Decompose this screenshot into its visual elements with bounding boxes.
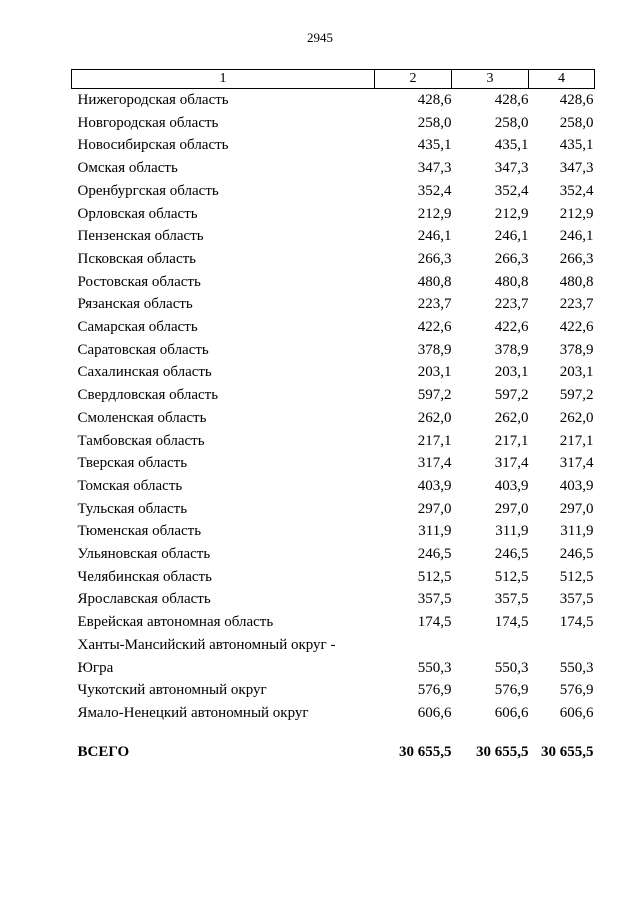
value-col-3: 403,9 [494, 477, 529, 494]
table-row [72, 248, 595, 271]
value-col-3: 597,2 [494, 387, 529, 404]
region-name: Омская область [77, 160, 178, 177]
spacer-cell [72, 725, 595, 741]
value-col-2: 378,9 [417, 341, 452, 358]
value-col-2: 606,6 [417, 704, 452, 721]
table-row [72, 293, 595, 316]
table-row [72, 475, 595, 498]
table-row [72, 611, 595, 634]
value-col-3: 30 655,5 [476, 743, 529, 760]
table-row [72, 430, 595, 453]
value-col-3: 512,5 [494, 568, 529, 585]
value-col-4: 212,9 [559, 205, 594, 222]
region-name: Псковская область [77, 250, 196, 267]
value-col-3: 550,3 [494, 659, 529, 676]
value-col-4: 258,0 [559, 114, 594, 131]
region-name: Сахалинская область [77, 364, 212, 381]
value-col-3: 311,9 [495, 523, 529, 540]
value-col-4: 576,9 [559, 682, 594, 699]
table-row [72, 271, 595, 294]
value-col-3: 378,9 [494, 341, 529, 358]
region-name: Югра [77, 659, 114, 676]
value-col-4: 174,5 [559, 614, 594, 631]
table-row [72, 634, 595, 657]
value-col-3: 480,8 [494, 273, 529, 290]
table-row [72, 316, 595, 339]
value-col-4: 246,5 [559, 546, 594, 563]
region-name: Смоленская область [77, 409, 207, 426]
value-col-2: 352,4 [417, 182, 452, 199]
value-col-2: 266,3 [417, 250, 452, 267]
region-name: Рязанская область [77, 296, 193, 313]
header-cell-1: 1 [72, 70, 375, 89]
value-col-3: 266,3 [494, 250, 529, 267]
value-col-3: 435,1 [494, 137, 529, 154]
value-col-3: 258,0 [494, 114, 529, 131]
region-name: Челябинская область [77, 568, 212, 585]
table-row [72, 225, 595, 248]
value-col-4: 428,6 [559, 92, 594, 108]
value-col-4: 317,4 [559, 455, 594, 472]
table-row [72, 134, 595, 157]
value-col-4: 597,2 [559, 387, 594, 404]
table-row [72, 588, 595, 611]
value-col-2: 262,0 [417, 409, 452, 426]
region-name: Ямало-Ненецкий автономный округ [77, 704, 309, 721]
value-col-4: 297,0 [559, 500, 594, 517]
value-col-2: 317,4 [417, 455, 452, 472]
region-name: Саратовская область [77, 341, 209, 358]
region-name: Ульяновская область [77, 546, 211, 563]
value-col-4: 217,1 [559, 432, 594, 449]
value-col-4: 262,0 [559, 409, 594, 426]
header-cell-2: 2 [375, 70, 452, 89]
region-name: Ярославская область [77, 591, 211, 608]
value-col-3: 212,9 [494, 205, 529, 222]
region-name: Ханты-Мансийский автономный округ - [77, 636, 336, 653]
value-col-2: 246,5 [417, 546, 452, 563]
value-col-4: 550,3 [559, 659, 594, 676]
value-col-3: 352,4 [494, 182, 529, 199]
spacer-row [72, 725, 595, 741]
region-name: Оренбургская область [77, 182, 219, 199]
region-name: Новосибирская область [77, 137, 229, 154]
table-row [72, 407, 595, 430]
value-col-3: 223,7 [494, 296, 529, 313]
value-col-2: 347,3 [417, 160, 452, 177]
header-cell-4: 4 [529, 70, 595, 89]
region-name: Чукотский автономный округ [77, 682, 267, 699]
region-name: Новгородская область [77, 114, 219, 131]
table-row [72, 566, 595, 589]
value-col-4: 311,9 [560, 523, 594, 540]
value-col-2 [375, 634, 452, 657]
region-name: Тверская область [77, 455, 188, 472]
region-name: Тамбовская область [77, 432, 205, 449]
value-col-3: 297,0 [494, 500, 529, 517]
region-name: Тульская область [77, 500, 188, 517]
value-col-3: 317,4 [494, 455, 529, 472]
table-row [72, 112, 595, 135]
value-col-4 [529, 634, 595, 657]
value-col-3: 576,9 [494, 682, 529, 699]
table-header [72, 70, 595, 89]
region-name: Орловская область [77, 205, 198, 222]
region-name: Ростовская область [77, 273, 201, 290]
value-col-3: 246,5 [494, 546, 529, 563]
value-col-3: 203,1 [494, 364, 529, 381]
value-col-3: 428,6 [494, 92, 529, 108]
region-name: Томская область [77, 477, 183, 494]
value-col-4: 352,4 [559, 182, 594, 199]
value-col-4: 435,1 [559, 137, 594, 154]
table-row [72, 543, 595, 566]
value-col-2: 174,5 [417, 614, 452, 631]
value-col-4: 246,1 [559, 228, 594, 245]
region-name: Самарская область [77, 319, 198, 336]
value-col-2: 203,1 [417, 364, 452, 381]
value-col-4: 403,9 [559, 477, 594, 494]
table-row [72, 180, 595, 203]
value-col-2: 480,8 [417, 273, 452, 290]
value-col-2: 311,9 [418, 523, 452, 540]
value-col-2: 597,2 [417, 387, 452, 404]
value-col-2: 403,9 [417, 477, 452, 494]
table-row [72, 384, 595, 407]
value-col-3: 174,5 [494, 614, 529, 631]
value-col-3: 357,5 [494, 591, 529, 608]
table-row [72, 339, 595, 362]
value-col-4: 512,5 [559, 568, 594, 585]
value-col-4: 347,3 [559, 160, 594, 177]
value-col-4: 266,3 [559, 250, 594, 267]
value-col-4: 30 655,5 [541, 743, 594, 760]
value-col-4: 203,1 [559, 364, 594, 381]
value-col-2: 217,1 [417, 432, 452, 449]
value-col-4: 422,6 [559, 319, 594, 336]
value-col-2: 428,6 [417, 92, 452, 108]
header-cell-3: 3 [452, 70, 529, 89]
table-row [72, 520, 595, 543]
value-col-4: 606,6 [559, 704, 594, 721]
value-col-3: 262,0 [494, 409, 529, 426]
region-name: ВСЕГО [77, 743, 130, 760]
value-col-3: 246,1 [494, 228, 529, 245]
value-col-2: 512,5 [417, 568, 452, 585]
value-col-2: 297,0 [417, 500, 452, 517]
value-col-2: 30 655,5 [399, 743, 452, 760]
table-body [72, 89, 595, 763]
region-name: Еврейская автономная область [77, 614, 274, 631]
value-col-2: 357,5 [417, 591, 452, 608]
total-row [72, 741, 595, 763]
region-name: Пензенская область [77, 228, 204, 245]
value-col-2: 258,0 [417, 114, 452, 131]
value-col-2: 223,7 [417, 296, 452, 313]
value-col-4: 378,9 [559, 341, 594, 358]
region-name: Нижегородская область [77, 92, 229, 108]
value-col-3 [452, 634, 529, 657]
value-col-2: 212,9 [417, 205, 452, 222]
region-name: Тюменская область [77, 523, 202, 540]
region-name: Свердловская область [77, 387, 219, 404]
value-col-4: 223,7 [559, 296, 594, 313]
value-col-2: 246,1 [417, 228, 452, 245]
table-row [72, 157, 595, 180]
value-col-2: 435,1 [417, 137, 452, 154]
table-row [72, 203, 595, 226]
data-table [71, 69, 595, 763]
table-row [72, 657, 595, 680]
value-col-3: 606,6 [494, 704, 529, 721]
value-col-3: 347,3 [494, 160, 529, 177]
value-col-2: 422,6 [417, 319, 452, 336]
page-number: 2945 [307, 30, 333, 45]
table-row [72, 452, 595, 475]
value-col-4: 480,8 [559, 273, 594, 290]
header-row [72, 70, 595, 89]
value-col-3: 422,6 [494, 319, 529, 336]
value-col-4: 357,5 [559, 591, 594, 608]
table-row [72, 361, 595, 384]
table-row [72, 702, 595, 725]
table-row [72, 498, 595, 521]
table-row [72, 679, 595, 702]
value-col-2: 550,3 [417, 659, 452, 676]
value-col-3: 217,1 [494, 432, 529, 449]
value-col-2: 576,9 [417, 682, 452, 699]
table-row [72, 89, 595, 112]
